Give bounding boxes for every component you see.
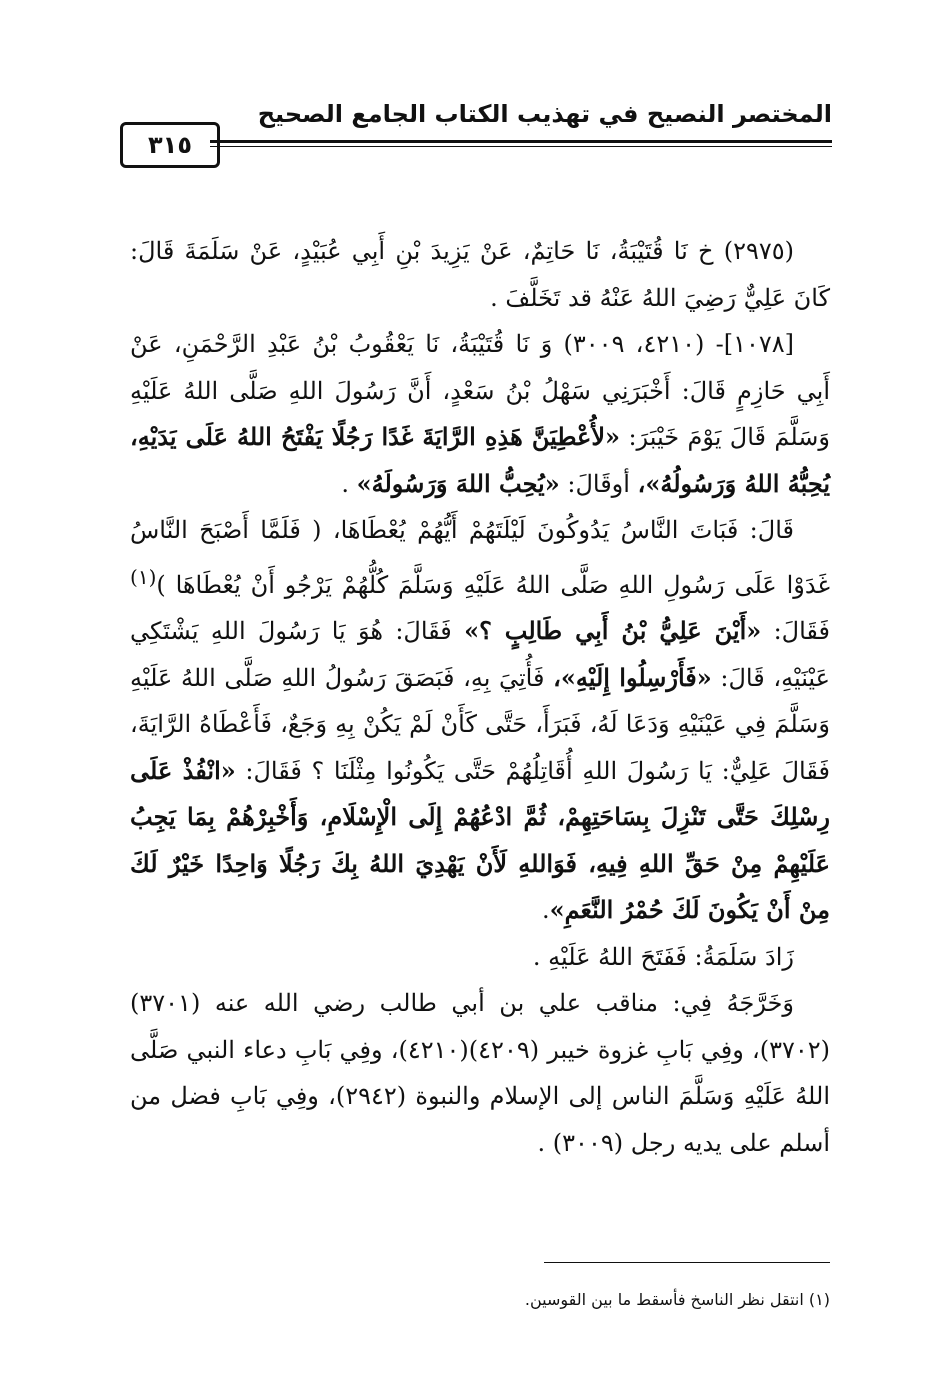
- narration-text: قَالَ: فَبَاتَ النَّاسُ يَدُوكُونَ لَيْلَتَهُمْ أَيُّهُمْ يُعْطَاهَا، ( فَلَمَّا أَصْبَحَ النَّاسُ غَدَوْا عَلَى رَسُولِ اللهِ صَلَّى اللهُ عَلَيْهِ وَسَلَّمَ كُلُّهُمْ يَرْجُو أَنْ يُعْطَاهَا ): [130, 516, 830, 599]
- punctuation: .: [341, 469, 349, 498]
- narration-text: فَقَالَ:: [773, 617, 831, 645]
- footnote: (١) انتقل نظر الناسخ فأسقط ما بين القوسين.: [524, 1290, 830, 1309]
- prophetic-quote: «يُحِبُّ اللهَ وَرَسُولَهُ»: [356, 468, 560, 498]
- isnad-text: [١٠٧٨]- (٤٢١٠، ٣٠٠٩) وَ نَا قُتَيْبَةُ، نَا يَعْقُوبُ بْنُ عَبْدِ الرَّحْمَنِ، عَنْ أَبِي حَازِمٍ قَالَ: أَخْبَرَنِي سَهْلُ بْنُ سَعْدٍ، أَنَّ رَسُولَ اللهِ صَلَّى اللهُ عَلَيْهِ وَسَلَّمَ قَالَ يَوْمَ خَيْبَرَ:: [130, 330, 830, 451]
- page-body: [130, 228, 830, 1166]
- footnote-separator: [544, 1262, 830, 1263]
- running-header: [120, 100, 832, 180]
- paragraph-references: وَخَرَّجَهُ فِي: مناقب علي بن أبي طالب رضي الله عنه (٣٧٠١)(٣٧٠٢)، وفِي بَابِ غزوة خيبر (٤٢٠٩)(٤٢١٠)، وفِي بَابِ دعاء النبي صَلَّى اللهُ عَلَيْهِ وَسَلَّمَ الناس إلى الإسلام والنبوة (٢٩٤٢)، وفِي بَابِ فضل من أسلم على يديه رجل (٣٠٠٩) .: [130, 989, 830, 1157]
- footnote-reference: (١): [130, 564, 157, 589]
- prophetic-quote: «انْفُذْ عَلَى رِسْلِكَ حَتَّى تَنْزِلَ بِسَاحَتِهِمْ، ثُمَّ ادْعُهُمْ إِلَى الْإِسْلَامِ، وَأَخْبِرْهُمْ بِمَا يَجِبُ عَلَيْهِمْ مِنْ حَقِّ اللهِ فِيهِ، فَوَاللهِ لَأَنْ يَهْدِيَ اللهُ بِكَ رَجُلًا وَاحِدًا خَيْرٌ لَكَ مِنْ أَنْ يَكُونَ لَكَ حُمْرُ النَّعَمِ»: [130, 755, 830, 924]
- paragraph-addition: زَادَ سَلَمَةُ: فَفَتَحَ اللهُ عَلَيْهِ .: [532, 942, 794, 971]
- paragraph-hadith-2975: (٢٩٧٥) خ نَا قُتَيْبَةُ، نَا حَاتِمٌ، عَنْ يَزِيدَ بْنِ أَبِي عُبَيْدٍ، عَنْ سَلَمَةَ قَالَ: كَانَ عَلِيٌّ رَضِيَ اللهُ عَنْهُ قد تَخَلَّفَ .: [130, 237, 830, 312]
- paragraph-hadith-1078: [130, 321, 830, 507]
- narration-text: فَقَالَ: هُوَ يَا رَسُولَ اللهِ يَشْتَكِي عَيْنَيْهِ، قَالَ:: [130, 617, 830, 692]
- punctuation: .: [541, 896, 550, 924]
- page-number: ٣١٥: [120, 122, 220, 168]
- header-rule: [210, 140, 832, 143]
- book-title: المختصر النصيح في تهذيب الكتاب الجامع الصحيح: [257, 100, 832, 128]
- prophetic-quote: «لأُعْطِيَنَّ هَذِهِ الرَّايَةَ غَدًا رَجُلًا يَفْتَحُ اللهُ عَلَى يَدَيْهِ، يُحِبُّهُ اللهُ وَرَسُولُهُ»،: [130, 422, 830, 498]
- prophetic-quote: «فَأَرْسِلُوا إِلَيْهِ»،: [553, 662, 712, 692]
- header-rule-thin: [210, 146, 832, 147]
- narration-text: فَأُتِيَ بِهِ، فَبَصَقَ رَسُولُ اللهِ صَلَّى اللهُ عَلَيْهِ وَسَلَّمَ فِي عَيْنَيْهِ وَدَعَا لَهُ، فَبَرَأَ، حَتَّى كَأَنْ لَمْ يَكُنْ بِهِ وَجَعٌ، فَأَعْطَاهُ الرَّايَةَ، فَقَالَ عَلِيٌّ: يَا رَسُولَ اللهِ أُقَاتِلُهُمْ حَتَّى يَكُونُوا مِثْلَنَا ؟ فَقَالَ:: [130, 663, 830, 785]
- narration-text: أوقَالَ:: [567, 469, 630, 498]
- prophetic-quote: «أَيْنَ عَلِيُّ بْنُ أَبِي طَالِبٍ ؟»: [464, 616, 762, 645]
- paragraph-narration: [130, 507, 830, 934]
